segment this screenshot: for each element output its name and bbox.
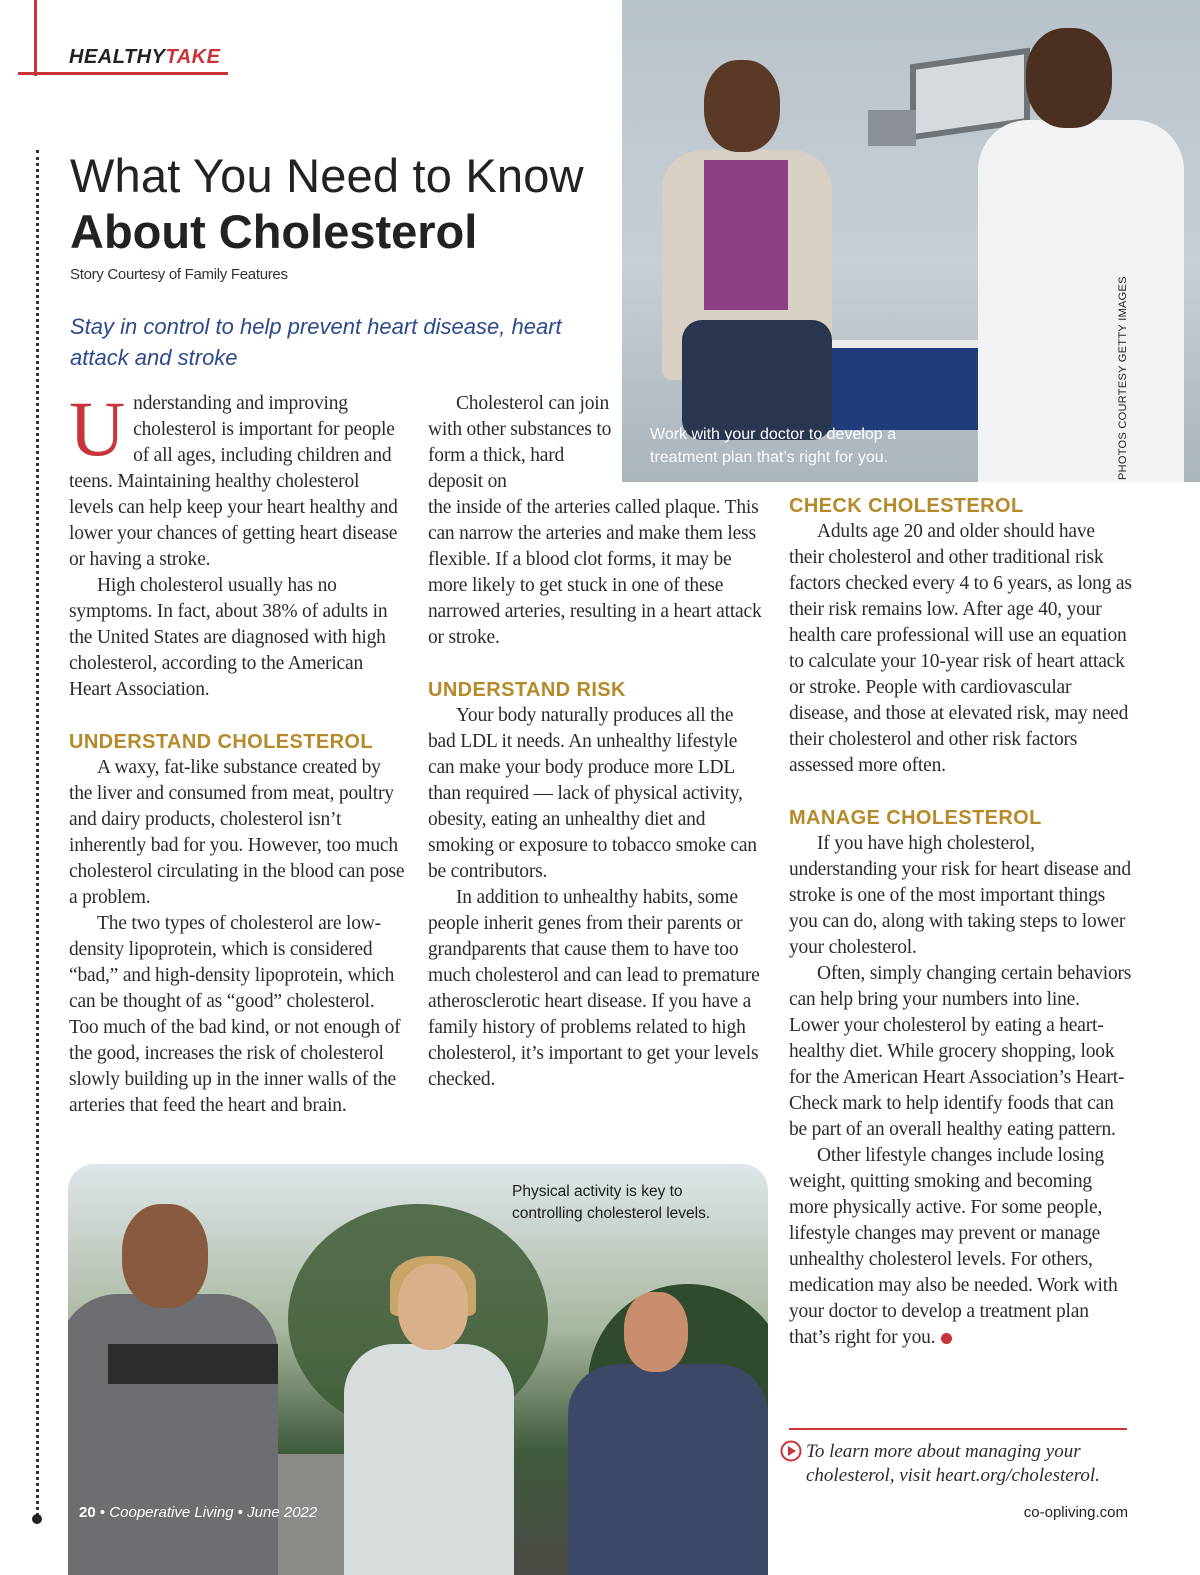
intro-paragraph bbox=[69, 385, 405, 573]
intro-text: nderstanding and improving cholesterol is important for people of all ages, including children and teens. Maintaining healthy cholesterol levels can help keep your heart healthy and lower your chances of getting heart disease or having a stroke. bbox=[69, 393, 398, 570]
jacket-stripe bbox=[108, 1344, 278, 1384]
heading-understand-cholesterol: UNDERSTAND CHOLESTEROL bbox=[69, 731, 373, 753]
dotted-rule-end-dot bbox=[32, 1514, 42, 1524]
learn-more-line1: To learn more about managing your bbox=[806, 1441, 1081, 1462]
learn-more-rule bbox=[789, 1428, 1127, 1430]
runner-man-right-head bbox=[624, 1292, 688, 1372]
section-tag-take: TAKE bbox=[165, 46, 221, 68]
page-folio bbox=[79, 1504, 317, 1521]
article-title-line1: What You Need to Know bbox=[70, 149, 584, 202]
play-circle-icon bbox=[780, 1440, 802, 1462]
paragraph-continued: the inside of the arteries called plaque. This can narrow the arteries and make them less flexible. If a blood clot forms, it may be more likely to get stuck in one of these narrowed arteries, resulting in a heart attack or stroke. bbox=[428, 497, 762, 648]
paragraph: If you have high cholesterol, understanding your risk for heart disease and stroke is one of the most important things you can do, along with taking steps to lower your cholesterol. bbox=[789, 833, 1131, 958]
patient-shirt bbox=[704, 160, 788, 310]
heading-manage-cholesterol: MANAGE CHOLESTEROL bbox=[789, 807, 1042, 829]
end-mark-dot bbox=[941, 1333, 952, 1344]
page-number: 20 bbox=[79, 1504, 96, 1521]
section-tag-underline bbox=[18, 72, 228, 75]
folio-separator: • bbox=[99, 1504, 106, 1521]
article-title bbox=[70, 148, 630, 260]
byline: Story Courtesy of Family Features bbox=[70, 266, 288, 283]
magazine-name: Cooperative Living bbox=[109, 1504, 234, 1521]
photo2-caption: Physical activity is key to controlling cholesterol levels. bbox=[512, 1183, 711, 1222]
paragraph: The two types of cholesterol are low-density lipoprotein, which is considered “bad,” and high-density lipoprotein, which can be thought of as “good” cholesterol. Too much of the bad kind, or not enough of the good, increases the risk of cholesterol slowly building up in the inner walls of the arteries that feed the heart and brain. bbox=[69, 913, 401, 1116]
learn-more-line2: cholesterol, visit heart.org/cholesterol. bbox=[806, 1465, 1100, 1486]
drop-cap: U bbox=[69, 385, 126, 472]
monitor-arm bbox=[868, 110, 916, 146]
heading-check-cholesterol: CHECK CHOLESTEROL bbox=[789, 495, 1024, 517]
column-2 bbox=[428, 391, 764, 1093]
photo-credit: PHOTOS COURTESY GETTY IMAGES bbox=[1117, 276, 1129, 480]
section-tag bbox=[69, 46, 220, 69]
section-tag-vertical-bar bbox=[34, 0, 37, 76]
section-tag-healthy: HEALTHY bbox=[69, 46, 166, 68]
issue-date: June 2022 bbox=[247, 1504, 318, 1521]
deck-subtitle: Stay in control to help prevent heart disease, heart attack and stroke bbox=[70, 314, 562, 370]
website-link[interactable]: co-opliving.com bbox=[1023, 1504, 1128, 1521]
runner-woman bbox=[344, 1344, 514, 1575]
doctor-head bbox=[1026, 28, 1112, 128]
runner-man-left-head bbox=[122, 1204, 208, 1308]
paragraph: High cholesterol usually has no symptoms. In fact, about 38% of adults in the United States are diagnosed with high cholesterol, according to the American Heart Association. bbox=[69, 575, 388, 700]
dotted-margin-rule bbox=[36, 150, 39, 1522]
paragraph: Your body naturally produces all the bad LDL it needs. An unhealthy lifestyle can make your body produce more LDL than required — lack of physical activity, obesity, eating an unhealthy diet and smoking or exposure to tobacco smoke can be contributors. bbox=[428, 705, 757, 882]
learn-more-note[interactable] bbox=[806, 1440, 1126, 1488]
final-text: Other lifestyle changes include losing weight, quitting smoking and becoming more physically active. For some people, lifestyle changes may prevent or manage unhealthy cholesterol levels. For others, medication may also be needed. Work with your doctor to develop a treatment plan that’s right for you. bbox=[789, 1145, 1118, 1348]
paragraph: A waxy, fat-like substance created by the liver and consumed from meat, poultry and dairy products, cholesterol isn’t inherently bad for you. However, too much cholesterol circulating in the blood can pose a problem. bbox=[69, 757, 405, 908]
paragraph: Often, simply changing certain behaviors can help bring your numbers into line. Lower your cholesterol by eating a heart-healthy diet. While grocery shopping, look for the American Heart Association’s Heart-Check mark to help identify foods that can be part of an overall healthy eating pattern. bbox=[789, 963, 1132, 1140]
heading-understand-risk: UNDERSTAND RISK bbox=[428, 679, 626, 701]
patient-head bbox=[704, 60, 780, 152]
photo1-caption: Work with your doctor to develop a treatment plan that’s right for you. bbox=[650, 426, 897, 466]
column-3 bbox=[789, 493, 1134, 1351]
article-title-line2: About Cholesterol bbox=[70, 205, 478, 258]
paragraph-wrap-part: Cholesterol can join with other substances to form a thick, hard deposit on bbox=[428, 393, 612, 492]
paragraph: In addition to unhealthy habits, some people inherit genes from their parents or grandparents that cause them to have too much cholesterol and can lead to premature atherosclerotic heart disease. If you have a family history of problems related to high cholesterol, it’s important to get your levels checked. bbox=[428, 887, 760, 1090]
folio-separator: • bbox=[237, 1504, 243, 1521]
column-1 bbox=[69, 385, 405, 1119]
paragraph-final bbox=[789, 1143, 1134, 1351]
runner-man-left bbox=[68, 1294, 278, 1575]
paragraph: Adults age 20 and older should have their cholesterol and other traditional risk factors checked every 4 to 6 years, as long as their risk remains low. After age 40, your health care professional will use an equation to calculate your 10-year risk of heart attack or stroke. People with cardiovascular disease, and those at elevated risk, may need their cholesterol and other risk factors assessed more often. bbox=[789, 521, 1132, 776]
runner-woman-head bbox=[398, 1264, 468, 1350]
doctor-coat bbox=[978, 120, 1184, 482]
runner-man-right bbox=[568, 1364, 768, 1575]
